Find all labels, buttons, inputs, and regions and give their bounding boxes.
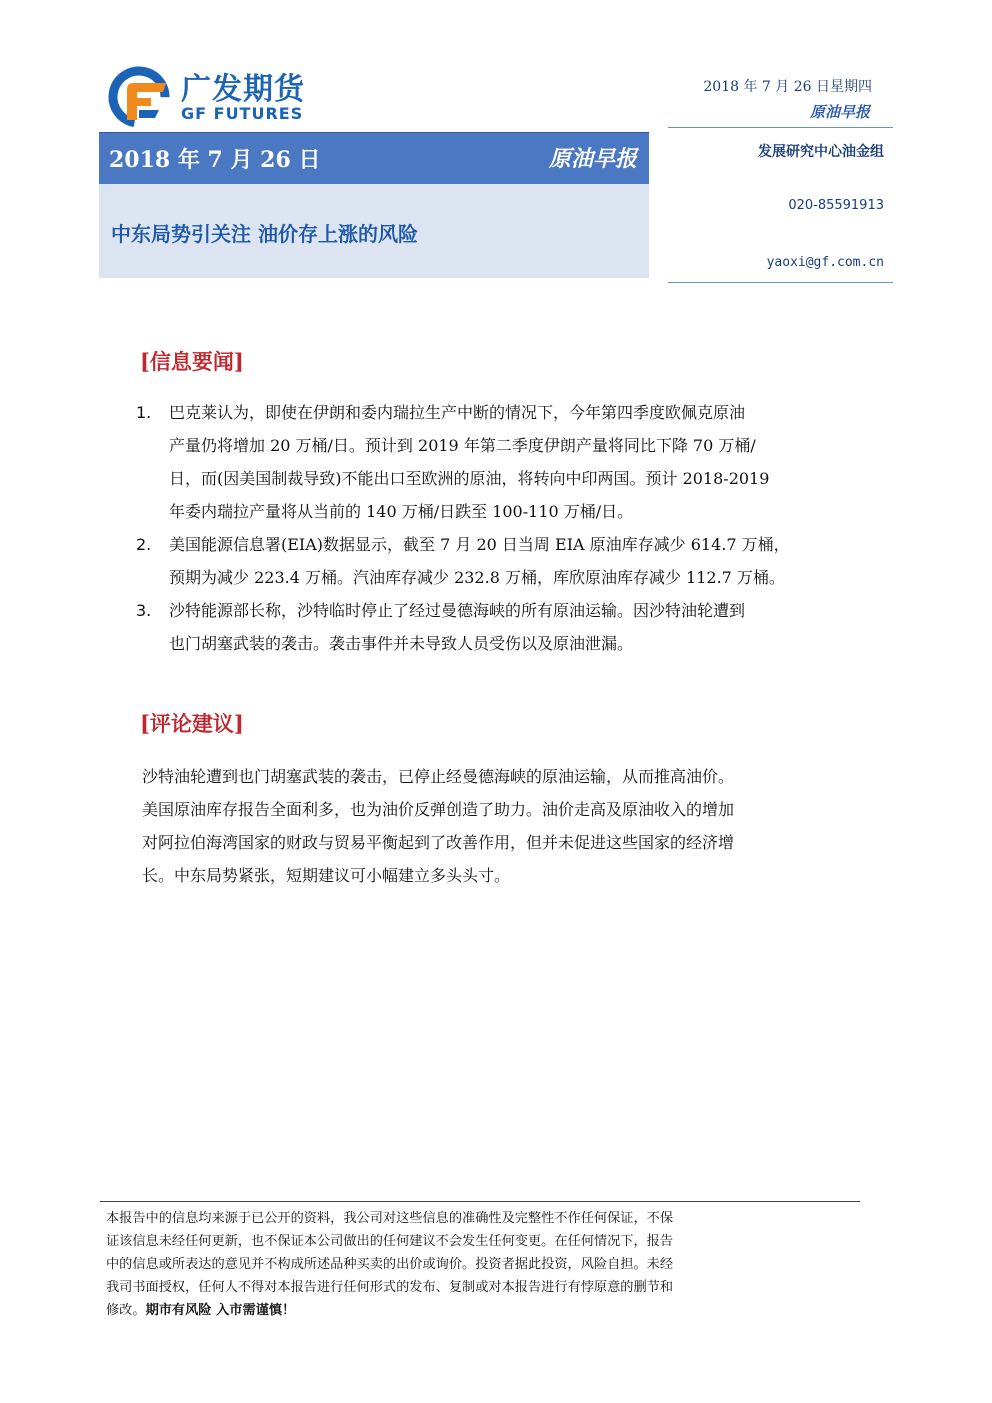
meta-divider xyxy=(668,127,893,128)
list-item-line: 美国能源信息署(EIA)数据显示，截至 7 月 20 日当周 EIA 原油库存减少 614.7 万桶， xyxy=(169,535,790,554)
gf-logo-icon xyxy=(105,66,177,128)
list-item-line: 年委内瑞拉产量将从当前的 140 万桶/日跌至 100-110 万桶/日。 xyxy=(169,502,634,521)
list-item xyxy=(136,594,896,660)
meta-divider-bottom xyxy=(668,282,893,283)
list-item-line: 日，而(因美国制裁导致)不能出口至欧洲的原油，将转向中印两国。预计 2018-2019 xyxy=(169,469,770,488)
paragraph-line: 沙特油轮遭到也门胡塞武装的袭击，已停止经曼德海峡的原油运输，从而推高油价。 xyxy=(142,767,735,786)
list-item-line: 也门胡塞武装的袭击。袭击事件并未导致人员受伤以及原油泄漏。 xyxy=(169,634,634,653)
list-item-line: 预期为减少 223.4 万桶。汽油库存减少 232.8 万桶，库欣原油库存减少 112.7 万桶。 xyxy=(169,568,785,587)
paragraph-line: 长。中东局势紧张，短期建议可小幅建立多头头寸。 xyxy=(142,866,511,885)
meta-report-type: 原油早报 xyxy=(809,103,870,121)
list-item-number: 2. xyxy=(136,535,152,554)
disclaimer-line: 我司书面授权，任何人不得对本报告进行任何形式的发布、复制或对本报告进行有悖原意的删节和 xyxy=(106,1280,674,1295)
meta-team: 发展研究中心油金组 xyxy=(758,144,884,160)
list-item xyxy=(136,528,896,594)
news-heading: [信息要闻] xyxy=(140,349,244,374)
disclaimer-line: 本报告中的信息均来源于已公开的资料，我公司对这些信息的准确性及完整性不作任何保证，不保 xyxy=(106,1211,674,1226)
disclaimer-prefix: 修改。 xyxy=(106,1303,146,1318)
list-item-line: 巴克莱认为，即使在伊朗和委内瑞拉生产中断的情况下，今年第四季度欧佩克原油 xyxy=(169,403,746,422)
list-item-number: 1. xyxy=(136,403,152,422)
disclaimer-line: 证该信息未经任何更新，也不保证本公司做出的任何建议不会发生任何变更。在任何情况下，报告 xyxy=(106,1234,674,1249)
list-item xyxy=(136,396,896,528)
disclaimer xyxy=(100,1201,860,1328)
meta-phone: 020-85591913 xyxy=(788,198,884,213)
report-date-title: 2018 年 7 月 26 日 xyxy=(109,147,321,173)
report-type-title: 原油早报 xyxy=(548,146,637,172)
list-item-line: 沙特能源部长称，沙特临时停止了经过曼德海峡的所有原油运输。因沙特油轮遭到 xyxy=(169,601,746,620)
meta-email[interactable]: yaoxi@gf.com.cn xyxy=(766,255,884,270)
subtitle-box xyxy=(99,184,649,278)
list-item-line: 产量仍将增加 20 万桶/日。预计到 2019 年第二季度伊朗产量将同比下降 70 万桶/ xyxy=(169,436,756,455)
risk-warning: 期市有风险 入市需谨慎！ xyxy=(145,1303,296,1318)
report-subtitle: 中东局势引关注 油价存上涨的风险 xyxy=(111,222,418,246)
title-band xyxy=(99,132,649,184)
paragraph-line: 美国原油库存报告全面利多，也为油价反弹创造了助力。油价走高及原油收入的增加 xyxy=(142,800,735,819)
list-item-number: 3. xyxy=(136,601,152,620)
comment-heading: [评论建议] xyxy=(140,711,244,736)
news-list xyxy=(136,396,896,660)
meta-date: 2018 年 7 月 26 日星期四 xyxy=(703,79,872,95)
company-logo xyxy=(105,66,365,128)
logo-name-cn: 广发期货 xyxy=(181,72,305,107)
logo-name-en: GF FUTURES xyxy=(181,104,304,123)
comment-paragraph xyxy=(142,760,894,892)
disclaimer-line: 中的信息或所表达的意见并不构成所述品种买卖的出价或询价。投资者据此投资，风险自担。未经 xyxy=(106,1257,674,1272)
disclaimer-line-last xyxy=(100,1299,860,1322)
paragraph-line: 对阿拉伯海湾国家的财政与贸易平衡起到了改善作用，但并未促进这些国家的经济增 xyxy=(142,833,735,852)
